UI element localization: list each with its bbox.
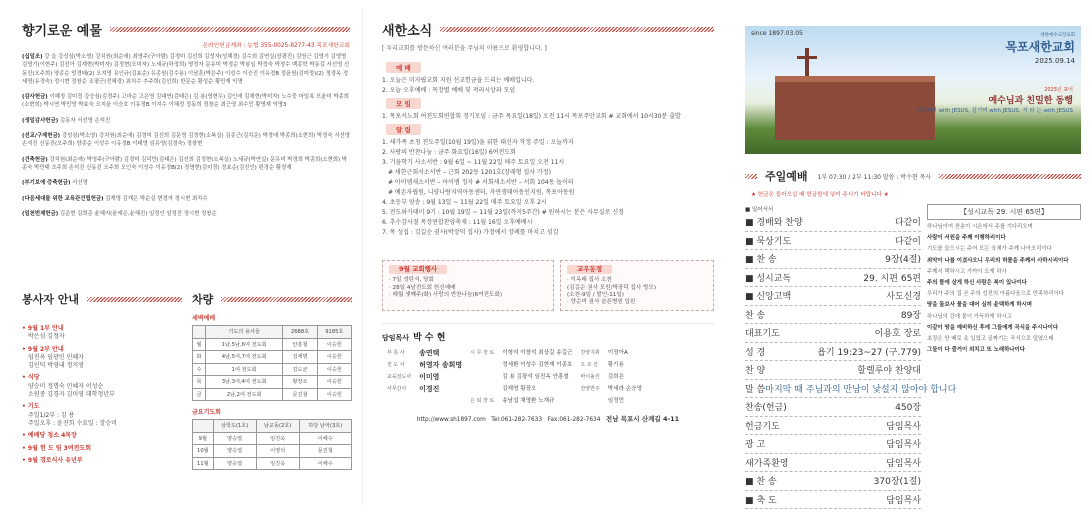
staff-block [382,323,714,408]
table-cell: 11월 [193,457,214,470]
reading-line: 그들이 다 즐거이 외치고 또 노래하나이다 [927,347,1025,354]
staff-row [384,373,645,383]
table-cell [193,420,214,433]
title-stripe [221,297,352,302]
table-cell: 이승헌 [317,351,351,364]
table-cell: 이해수 [299,457,351,470]
volunteer-item: • 식당 [22,374,40,382]
welcome-text: [ 우리교회를 방문하신 여러분을 주님의 이름으로 환영합니다. ] [382,45,547,52]
title-stripe [745,174,757,179]
list-item: 2. 오늘 오후예배 : 목장별 예배 및 적리시상과 모임 [382,87,516,94]
list-item: 7. 목 성집 : 김길순 권사(박장덕 집사) 가정에서 장례를 마치고 섬김 [382,229,559,236]
box-line: · 7일 성탄식, 당회 [389,277,434,284]
staff-cell: 김재영 황장오 [502,385,537,392]
offering-label: (건축헌금) [22,156,48,163]
order-person: 450장 [895,403,921,414]
table-cell: 금 [193,388,206,401]
worship-pill: 예 배 [386,62,421,73]
volunteer-item: • 9월 헌 도 팀 3여전도회 [22,444,91,452]
table-cell: 9월 [193,432,214,445]
volunteer-item: • 9월 1부 안내 [22,325,64,332]
order-person: 9장(4절) [885,255,921,266]
reading-line: 우리가 주의 집 곧 주의 성전의 아름다움으로 만족하리이다 [927,291,1064,298]
table-cell: 김재명 [283,351,317,364]
order-row [745,491,921,510]
table-cell: 9185호 [317,326,351,339]
staff-cell: 은 퇴 장 로 [470,397,495,404]
online-account: 온라인헌금계좌 : 농협 355-0025-8277-43 목포새한교회 [202,43,350,49]
volunteer-item: 양승미 정명숙 민혜자 이성순 [28,382,104,390]
volunteer-header [22,291,182,307]
volunteer-item: 김인덕 박영내 정지영 [28,362,84,370]
staff-cell: 이미영 [419,373,440,382]
church-name: 목포새한교회 [1005,40,1075,54]
list-item: 5. 전도와카데미 9기 : 10월 19일 ~ 11월 23일(까지5주간) # 원하시는 분은 사무실로 신청 [382,209,624,216]
order-item: 광 고 [745,440,766,451]
staff-cell: 임정민 [607,397,624,404]
offering-label: (다음세대를 위한 교육관건립헌금) [22,195,104,202]
staff-row [384,385,645,395]
order-item: ■ 축 도 [745,495,777,506]
church-hero [745,26,1081,154]
staff-cell [467,385,497,395]
offerings-title: 향기로운 예물 [22,24,102,39]
staff-table [382,347,647,408]
year-theme [916,86,1073,114]
offerings-header [22,20,350,39]
list-item: 1. 오늘은 미자립교회 지원 선교헌금을 드리는 예배입니다. [382,77,535,84]
staff-cell [384,397,414,407]
notice-pill: 알 림 [386,124,421,135]
order-item: ■ 찬 송 [745,255,777,266]
table-cell: 1남,5남,6여 전도회 [205,338,282,351]
staff-cell: 사무간사 [387,385,407,392]
offering-item: (선교/구제헌금) 강성심(박소영) 강치원(최순애) 김경미 김선희 김문영 김정현(소복실) 김종근(김치운) 박경애 박종희(소현희) 박정숙 서선영 손석진 신동진(오주희) 양종순 이성수 이유정B 이태영 임유영(김정숙) 정창현 [22,133,350,148]
table-cell: 2남,2여 전도회 [205,388,282,401]
table-cell: 화 [193,351,206,364]
pastor-line [382,330,714,343]
order-item: 찬 양 [745,366,766,377]
theme-main: 예수님과 친밀한 동행 [988,96,1073,106]
staff-cell: 부 목 사 [387,350,405,357]
pastor-name: 박 수 현 [413,333,446,344]
order-item: 찬 송 [745,310,766,321]
list-item: 1. 목포서노회 여전도회연합회 정기모임 : 금주 목요일(18일) 오전 11시 목포주안교회 # 교회에서 10시30분 출발 [382,113,681,120]
reading-line: 주께서 택하시고 가까이 오게 하사 [927,268,1007,275]
offering-label: (십일조) [22,54,43,60]
order-person: 370장(1절) [873,477,921,488]
order-person: 사도신경 [886,292,921,303]
news-title: 새한소식 [382,24,433,39]
staff-cell: 송남섭 채영환 노재규 [502,397,555,404]
reading-line: 초장은 양 떼로 옷 입었고 골짜기는 곡식으로 덮였으매 [927,335,1054,342]
table-cell: 이승헌 [317,338,351,351]
offering-label: (감사헌금) [22,94,48,101]
staff-cell: 허영자 송희명 [419,361,463,370]
table-cell: 양승열 [213,445,256,458]
box-line: · 이옥래 집사 소천 [567,277,612,284]
staff-cell: 오 르 간 [580,362,599,369]
order-person: 다같이 [894,236,921,247]
staff-row [384,349,645,359]
phone: Tel:061-282-7633 [491,417,543,424]
list-item: 2. 사랑의 반찬나눔 : 금주 화요일(16일) 6여전도회 [382,149,516,156]
table-cell: 이승헌 [317,363,351,376]
order-person: 할렐루야 찬양대 [857,366,921,377]
theme-sub: 예배하며 with JESUS, 섬기며 with JESUS, 자 라 는 with JESUS [915,108,1073,114]
list-item: 6. 추수감사절 목장연합찬양축제 : 11월 16일 오후예배시 [382,219,533,226]
table-row [193,432,352,445]
offering-item: (감사헌금) 이혜정 김미정 강승심(김경주) 고마순 고은영 김대연(김태은) 김 용(영현두) 김인애 김재현(박미자) 노수중 마일록 모윤미 박종희(소현희) 박시연 박민영 박효숙 오지윤 이승호 이유정B 이지수 이혜정 정동희 정창순 최근영 최수민 황명재 익명3 [22,94,349,109]
table-cell: 양승열 [213,432,256,445]
order-row [745,398,921,417]
offering-label: (일천번제헌금) [22,210,59,217]
table-row [193,338,352,351]
table-cell: 10월 [193,445,214,458]
order-item: ■ 성시교독 [745,273,792,284]
event-boxes [382,260,714,311]
order-row [745,213,921,232]
friday-car-table [192,419,352,470]
volunteer-item: • 9월 2부 안내 [22,345,64,353]
offering-notice: ★ 헌금은 들어오실 때 헌금함에 넣어 주시기 바랍니다 ★ [751,192,889,198]
denomination: 대한예수교장로회 [1040,33,1075,38]
staff-cell: 송연택 [419,349,440,358]
order-row [745,361,921,380]
car-header [192,291,352,307]
news-header [382,20,714,39]
worship-title: 주일예배 [765,170,808,183]
staff-cell: 이경진 [419,384,440,393]
order-person: 89장 [900,310,921,321]
offering-label: (생일감사헌금) [22,117,59,124]
building-image [775,76,935,140]
table-row [193,388,352,401]
friday-caption: 금요기도회 [192,409,221,416]
offering-item: (생일감사헌금) 김동자 서선영 손석진 [22,117,111,124]
table-row [193,363,352,376]
title-stripe [110,27,350,32]
reading-lines [927,224,1081,355]
box-line: (소천-9일 / 발인-11일) [567,291,624,298]
offering-item: (십일조) 강 을 강성심(박소영) 강치원(최순애) 최영주(구아람) 김경미 김선희 김성자(성혜경) 김수희 김연실(장광진) 김영근 김영기 김영명 김영기(이현주) 김진아 김재현(박미자) 김정현(오미자) 노세규(하정희) 명정자 문유미 박경순 박봉임 박정숙 박정수 백종학 박동길 서선영 신동진(오주희) 양종순 엄경태(2) 오지영 유인규(김효순) 유종원(김수용) 이남훈(박은주) 이성수 이승진 이유정B 정윤원(김미정)(2) 정경옥 정세영(유경숙) 정시현 정창순 조평군(전혜경) 최치수 추주희(김선희) 한문순 황성순 황민재 익명 [22,54,350,85]
order-row [745,380,957,399]
table-cell: 안흥철 [283,338,317,351]
table-row [193,457,352,470]
staff-cell: 정세환 이성수 김현재 이종호 [502,362,573,369]
volunteer-item: • 9월 경로식사 유년부 [22,456,83,464]
reading-line: 하나님이여 찬송이 시온에서 주를 기다리오며 [927,224,1033,230]
staff-cell: 바이올린 [580,374,600,381]
table-row [193,351,352,364]
box-line: · 매월 셋째주(화) 사랑의 반찬나눔(6여전도회) [389,291,503,298]
table-cell: 목 [193,376,206,389]
events-title: 9월 교회행사 [389,265,447,274]
members-news-title: 교우동정 [567,265,612,274]
order-person: 29. 시편 65편 [863,273,921,284]
order-item: ■ 찬 송 [745,477,777,488]
table-cell: 4남,5여,7여 전도회 [205,351,282,364]
staff-cell: 이형석 이창석 최상길 송길근 [502,350,573,357]
worship-list [382,76,714,96]
order-row [745,324,921,343]
reading-line: 하나님의 강에 물이 가득하게 하시고 [927,313,1012,320]
order-person: 담임목사 [886,458,921,469]
staff-row [384,361,645,371]
order-row [745,454,921,473]
list-item: 4. 초등부 암송 : 9월 13일 ~ 11월 22일 매주 토요일 오후 2시 [382,199,547,206]
table-cell: 임진옥 [256,457,299,470]
volunteer-item: • 예배당 청소 4목장 [22,432,77,440]
title-stripe [939,174,1081,179]
staff-cell: 이정아A [607,350,628,357]
worship-order [745,168,1081,509]
table-cell: 이승헌 [317,388,351,401]
order-row [745,204,921,213]
order-item: 대표기도 [745,329,780,340]
volunteer-item: 주일1/2부 : 김 용 [28,411,75,419]
table-cell: 문진철 [283,388,317,401]
table-cell: 남교동(2호) [256,420,299,433]
table-cell: 황장오 [283,376,317,389]
staff-cell [416,397,465,407]
table-row [193,326,352,339]
table-cell: 월 [193,338,206,351]
offering-item: (건축헌금) 강치원(최순애) 박영주(구아람) 김경미 김덕만(김태은) 김선희 김정현(소복실) 노세규(박연실) 문유미 박경희 박종희(소현희) 박종숙 박민태 오주희 손석진 신동진 오주희 오인숙 이성수 이유정B(2) 정명현(김미정) 정효순(김진인) 편경순 황정재 [22,156,348,171]
meeting-pill: 모 임 [386,98,421,109]
worship-time: 1부 07:30 / 2부 11:30 말씀 : 박수현 목사 [817,173,932,181]
reading-line: 땅을 돌보사 물을 대어 심히 윤택하게 하시며 [927,302,1032,309]
order-person: 마지막 때 주님과의 만남이 낯설지 않아야 합니다 [765,384,957,395]
table-cell: 양승열 [213,457,256,470]
table-cell: 2688호 [283,326,317,339]
offering-list [22,53,350,218]
staff-cell: 김 용 김광석 임진옥 안흥철 [502,374,569,381]
staff-cell [467,361,497,371]
offering-label: (선교/구제헌금) [22,133,61,140]
address: 전남 목포시 산계길 4-11 [605,415,680,424]
order-row [745,417,921,436]
table-cell [193,326,206,339]
responsive-reading [927,204,1081,509]
car-title: 차량 [192,293,214,306]
staff-cell [577,397,602,407]
table-cell: 이승헌 [317,376,351,389]
order-item: 새가족환영 [745,458,789,469]
table-cell: 기도의 용사들 [205,326,282,339]
order-person: 담임목사 [886,440,921,451]
reading-line: 주의 뜰에 살게 하신 사람은 복이 있나이다 [927,279,1027,286]
staff-cell: 찬양반주 [580,385,600,392]
order-row [745,435,921,454]
table-cell: 김도균 [283,363,317,376]
staff-row [384,397,645,407]
volunteer-car-section [22,291,352,470]
order-person: 담임목사 [886,495,921,506]
reading-line: 기도를 들으시는 주여 모든 육체가 주께 나아오리이다 [927,246,1052,253]
volunteer-list [22,325,182,465]
dawn-caption: 세벽예배 [192,315,216,322]
worship-header [745,168,1081,184]
table-cell: 수 [193,363,206,376]
events-lines [389,277,547,299]
order-item: ■ 묵상기도 [745,236,792,247]
offering-item: (다음세대를 위한 교육관건립헌금) 김재영 김재은 박순실 변경자 정시현 최치수 [22,195,208,202]
staff-cell: 시 무 장 로 [470,350,495,357]
news-panel [362,0,724,516]
table-row [193,420,352,433]
title-stripe [440,27,714,32]
order-item: 말 씀 [745,384,766,395]
box-line: (김길순 권사 모친/박장덕 집사 빙모) [567,284,657,291]
car-block [192,291,352,470]
staff-cell: 김희은 [607,374,624,381]
table-cell: 삼학도(1호) [213,420,256,433]
order-person: 다같이 [894,218,921,229]
website-link[interactable]: http://www.sh1897.com [416,417,486,424]
cover-panel [735,0,1091,516]
list-item: # 아이엠새소서반 – 아이엠 정자 # 서회새소서반 – 서회 104동 놀이터 [388,179,574,186]
table-row [193,445,352,458]
volunteer-item: 주일오후 : 윤진희 수요일 : 장승미 [28,419,117,427]
order-item: ■ 일어서서 [745,206,774,213]
pastor-label: 담임목사 [382,334,410,343]
volunteer-item: 박은심 김정자 [28,333,65,341]
order-row [745,250,921,269]
volunteer-item: 소원중 김경자 김미영 대학청년부 [28,391,115,399]
staff-cell [467,373,497,383]
title-stripe [87,297,182,302]
table-row [193,376,352,389]
table-cell: 임진옥 [256,432,299,445]
order-person: 욥기 19:23~27 (구.779) [817,347,921,358]
staff-cell: 전 도 사 [387,362,405,369]
order-person: 이용호 장로 [874,329,921,340]
since-text: since 1897.03.05 [751,30,803,37]
list-item: # 새한근회서소서반 – 근회 202동 1201호(장래형 집사 가정) [388,169,551,176]
volunteer-item: 임진옥 임광민 민혜자 [28,353,84,361]
order-row [745,287,921,306]
reading-line: 이같이 땅을 예비하신 후에 그들에게 곡식을 주시나이다 [927,324,1059,331]
offering-item: (일천번제헌금) 김준현 김희준 윤혜지(윤예은,윤혜진) 임정인 임정진 정시현 정창순 [22,210,217,217]
order-list [745,204,957,509]
meeting-list [382,112,714,122]
fax: Fax:061-282-7634 [547,417,601,424]
order-row [745,472,921,491]
reading-line: 죄악이 나를 이겼사오니 우리의 허물을 주께서 사하시리이다 [927,257,1069,264]
volunteer-title: 봉사자 안내 [22,293,79,306]
staff-cell: 황기용 [607,362,624,369]
volunteer-block [22,291,182,470]
volunteer-item: • 기도 [22,403,40,411]
order-row [745,232,921,251]
box-line: · 양순미 권사 슬픈병원 입원 [567,299,636,306]
table-cell: 문진철 [299,445,351,458]
bulletin-date: 2025.09.14 [1034,57,1075,65]
order-item: ■ 경배와 찬양 [745,218,803,229]
order-row [745,269,921,288]
theme-label: 2025년 표어 [1044,87,1073,93]
reading-title: 【성시교독 29. 시편 65편】 [927,204,1081,220]
staff-cell: 찬양지휘 [580,350,600,357]
box-line: · 28일 4남전도회 헌신예배 [389,284,456,291]
offering-item: (부기보에 증축헌금) 서선영 [22,180,88,187]
order-row [745,306,921,325]
church-logo [1005,32,1075,65]
table-cell: 하당 남악(3호) [299,420,351,433]
list-item: 1. 새가족 초청 전도주일(10월 19일)을 위한 태신자 작정 주일 : 오늘까지 [382,139,574,146]
order-item: 헌금기도 [745,421,780,432]
footer [382,414,714,423]
members-news-lines [567,277,707,306]
order-item: 성 경 [745,347,766,358]
table-cell: 3남,3여,4여 전도회 [205,376,282,389]
order-row [745,343,921,362]
table-cell: 1여 전도회 [205,363,282,376]
worship-columns [745,204,1081,509]
news-box [560,260,714,311]
list-item: # 예손자립원, 니양나랑지역아동센터, 자연생태아동인지원, 목포아동원 [388,189,575,196]
notice-list [382,138,714,238]
staff-cell: 박세라 손승영 [607,385,642,392]
staff-cell: 교육전도사 [387,374,412,381]
dawn-car-table [192,325,352,401]
order-item: ■ 신앙고백 [745,292,792,303]
offering-label: (부기보에 증축헌금) [22,180,71,187]
order-person: 담임목사 [886,421,921,432]
table-cell: 이해수 [299,432,351,445]
table-cell: 이영석 [256,445,299,458]
reading-line: 사람이 서원을 주께 이행하리이다 [927,235,1006,242]
order-item: 찬송(헌금) [745,403,787,414]
events-box [382,260,554,311]
list-item: 3. 기을학기 사소서반 : 9월 6일 ~ 11월 22일 매주 토요일 오전 11시 [382,159,565,166]
